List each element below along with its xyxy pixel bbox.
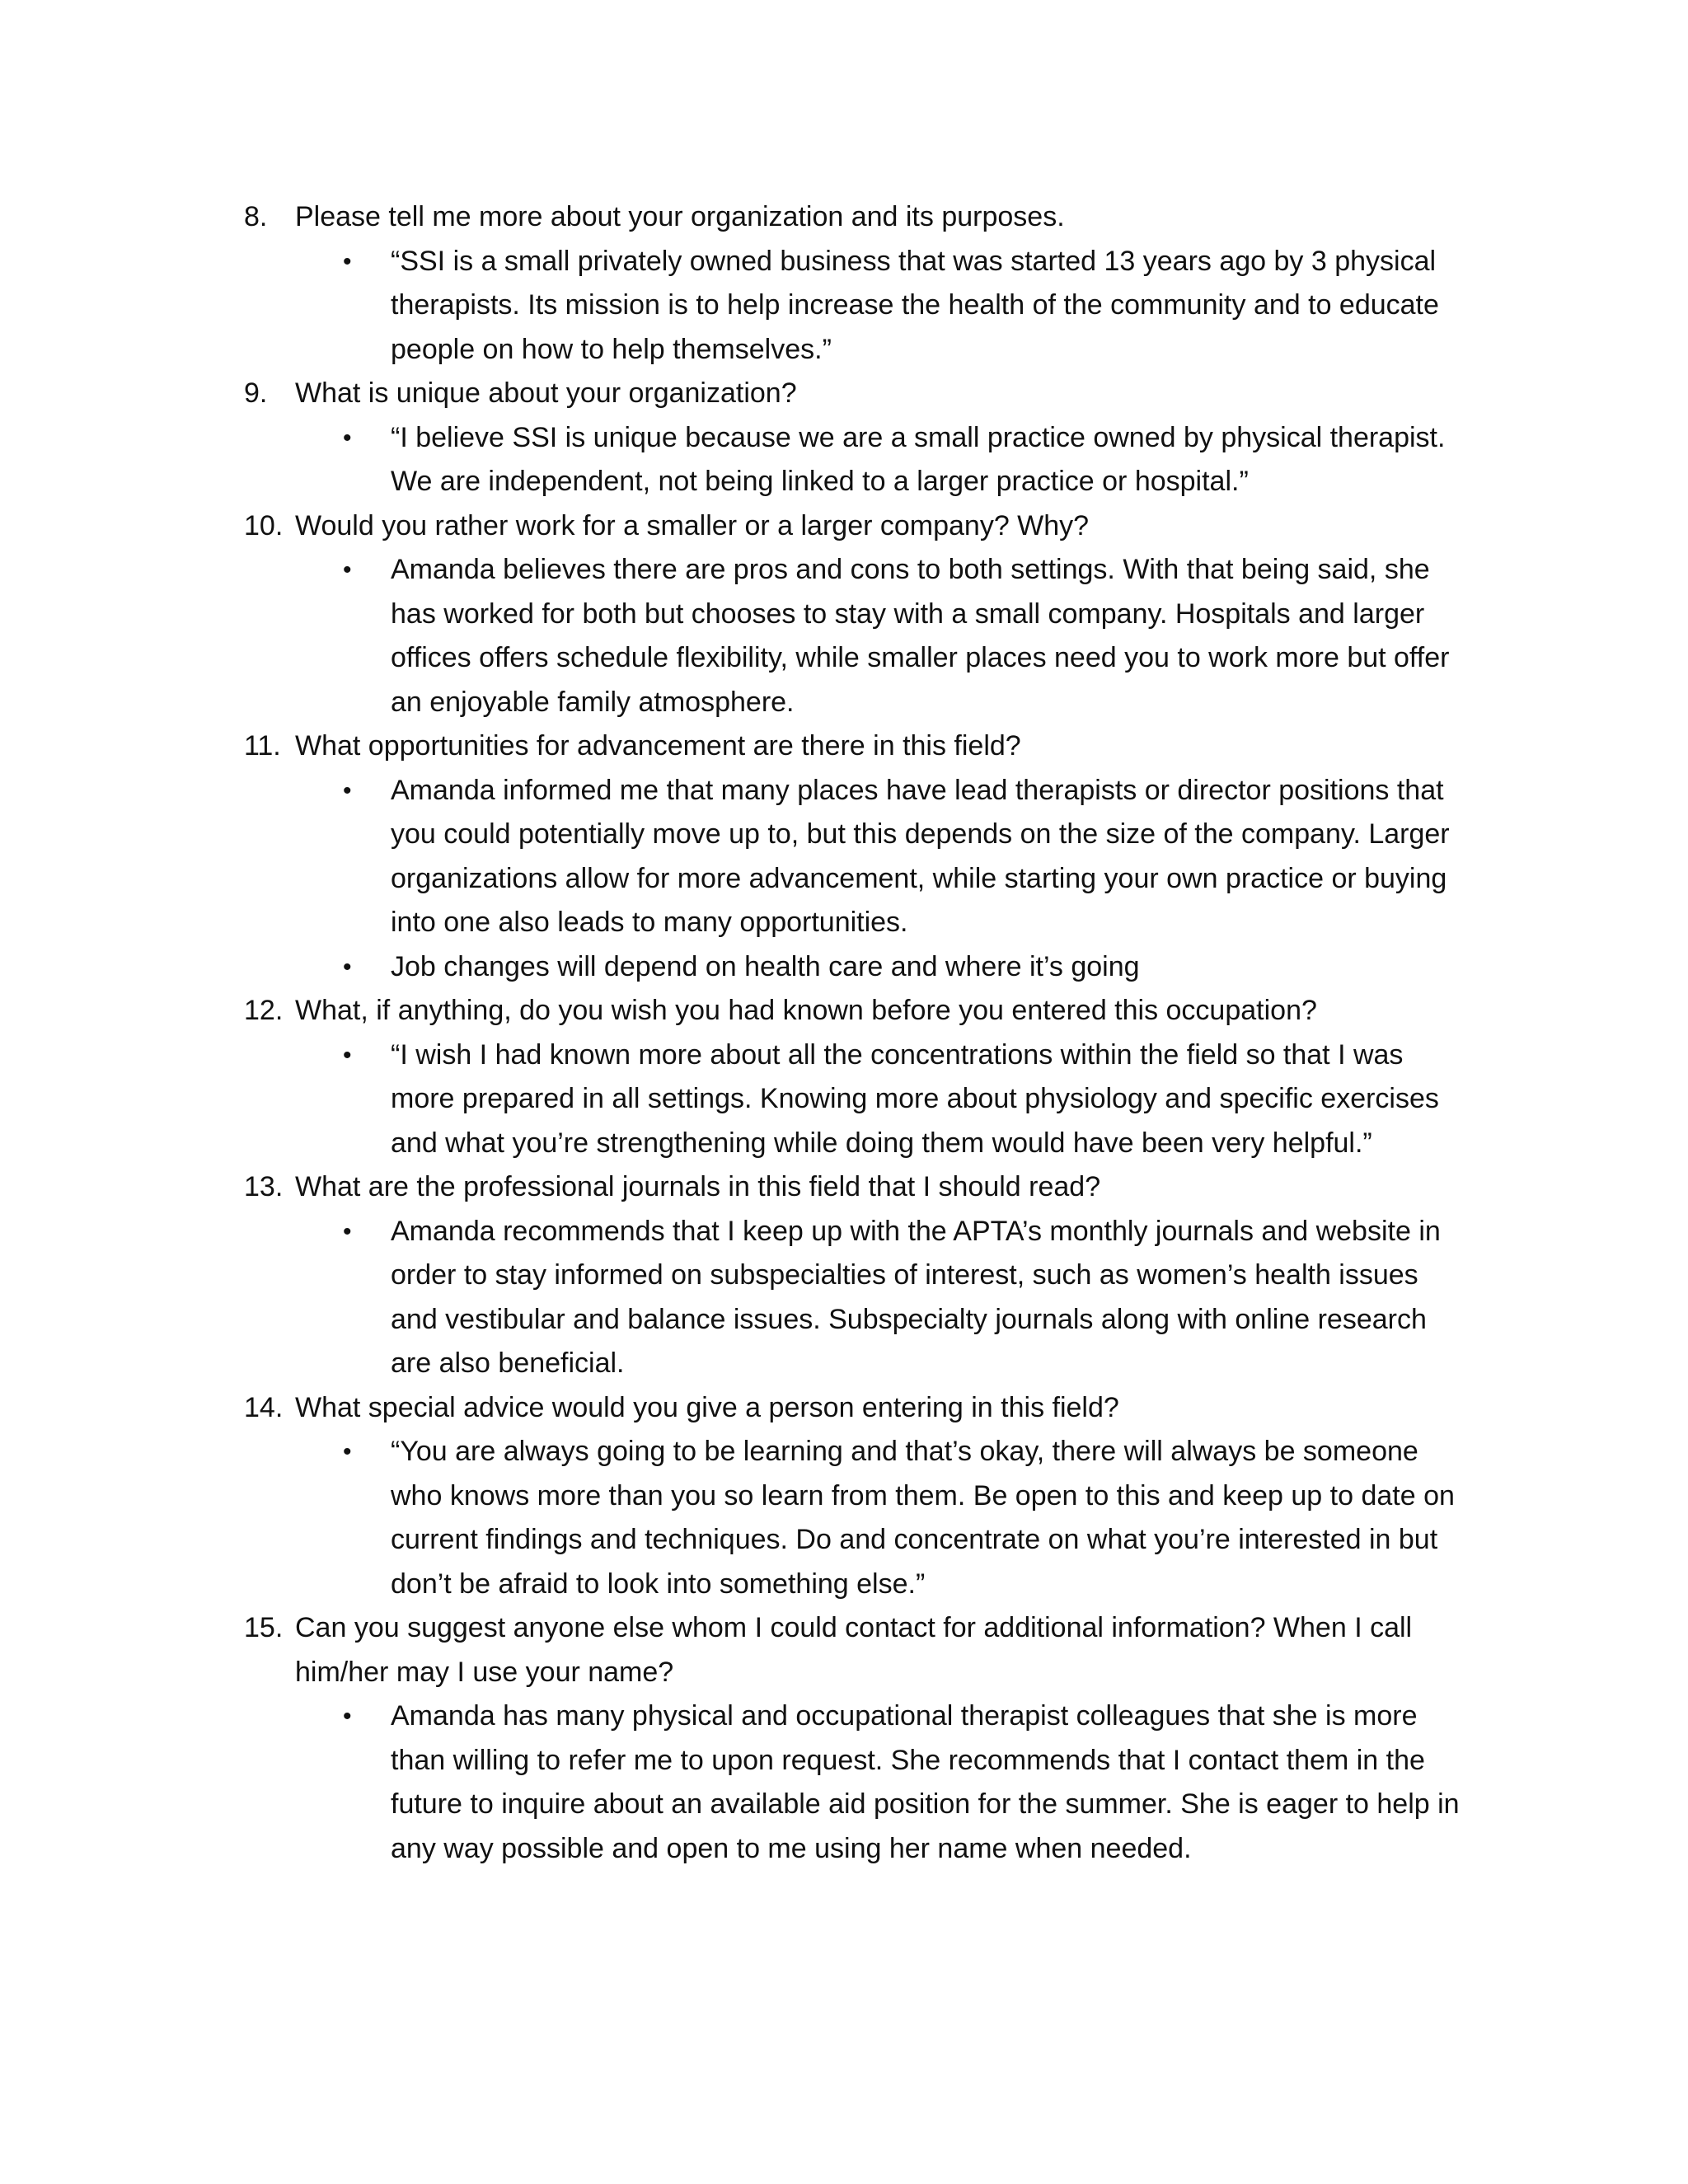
question-text: Can you suggest anyone else whom I could contact for additional information? When I call him/her may I use your name? [295, 1612, 1413, 1688]
answer-list [244, 1033, 1480, 1166]
question-11 [244, 724, 1480, 769]
answer-item [343, 1430, 1470, 1606]
question-text: What are the professional journals in this field that I should read? [295, 1171, 1101, 1202]
answer-text: “You are always going to be learning and that’s okay, there will always be someone who knows more than you so learn from them. Be open to this and keep up to date on current findings and techniques. Do and concentrate on what you’re interested in but don’t be afraid to look into something else.” [391, 1436, 1455, 1600]
answer-text: Amanda has many physical and occupational therapist colleagues that she is more than willing to refer me to upon request. She recommends that I contact them in the future to inquire about an available aid position for the summer. She is eager to help in any way possible and open to me using her name when needed. [391, 1700, 1460, 1864]
question-10 [244, 504, 1480, 549]
question-text: What opportunities for advancement are there in this field? [295, 730, 1021, 762]
bullet-icon: • [343, 1438, 352, 1465]
answer-text: “I wish I had known more about all the concentrations within the field so that I was more prepared in all settings. Knowing more about physiology and specific exercises and what you’re strengthening while doing them would have been very helpful.” [391, 1038, 1439, 1159]
answer-item [343, 1210, 1470, 1386]
question-text: What, if anything, do you wish you had known before you entered this occupation? [295, 995, 1317, 1026]
question-8 [244, 195, 1480, 240]
question-text: Would you rather work for a smaller or a larger company? Why? [295, 509, 1090, 541]
answer-item [343, 769, 1470, 945]
answer-item [343, 945, 1470, 990]
bullet-icon: • [343, 776, 352, 804]
bullet-icon: • [343, 953, 352, 981]
question-number: 11. [244, 730, 281, 762]
answer-list [244, 1430, 1480, 1606]
question-14 [244, 1386, 1480, 1431]
answer-list [244, 1694, 1480, 1871]
answer-text: Amanda believes there are pros and cons to both settings. With that being said, she has worked for both but chooses to stay with a small company. Hospitals and larger offices offers schedule flexibility, while smaller places need you to work more but offer an enjoyable family atmosphere. [391, 554, 1450, 718]
question-12 [244, 989, 1480, 1033]
answer-text: Amanda informed me that many places have lead therapists or director positions that you could potentially move up to, but this depends on the size of the company. Larger organizations allow for more advancement, while starting your own practice or buying into one also leads to many opportunities. [391, 774, 1450, 938]
answer-text: “SSI is a small privately owned business that was started 13 years ago by 3 physical therapists. Its mission is to help increase the health of the community and to educate people on how to help themselves.” [391, 245, 1439, 365]
answer-item [343, 548, 1470, 724]
question-number: 15. [244, 1612, 284, 1643]
question-number: 8. [244, 201, 268, 232]
question-number: 12. [244, 995, 284, 1026]
bullet-icon: • [343, 556, 352, 583]
bullet-icon: • [343, 1217, 352, 1245]
bullet-icon: • [343, 1041, 352, 1069]
bullet-icon: • [343, 1703, 352, 1730]
question-number: 13. [244, 1171, 284, 1202]
answer-text: Job changes will depend on health care and where it’s going [391, 950, 1140, 982]
answer-list [244, 769, 1480, 990]
bullet-icon: • [343, 247, 352, 275]
answer-item [343, 1694, 1470, 1871]
question-text: What is unique about your organization? [295, 377, 797, 409]
answer-item [343, 1033, 1470, 1166]
question-15 [244, 1606, 1480, 1694]
answer-list [244, 548, 1480, 724]
question-text: What special advice would you give a person entering in this field? [295, 1391, 1119, 1423]
question-text: Please tell me more about your organization and its purposes. [295, 201, 1065, 232]
question-9 [244, 372, 1480, 416]
question-number: 9. [244, 377, 268, 409]
bullet-icon: • [343, 424, 352, 452]
question-number: 14. [244, 1391, 284, 1423]
answer-text: “I believe SSI is unique because we are a small practice owned by physical therapist. We are independent, not being linked to a larger practice or hospital.” [391, 421, 1446, 497]
answer-item [343, 416, 1470, 504]
question-number: 10. [244, 509, 284, 541]
answer-list [244, 240, 1480, 373]
answer-list [244, 1210, 1480, 1386]
question-13 [244, 1165, 1480, 1210]
answer-list [244, 416, 1480, 504]
answer-text: Amanda recommends that I keep up with the APTA’s monthly journals and website in order to stay informed on subspecialties of interest, such as women’s health issues and vestibular and balance issues. Subspecialty journals along with online research are also beneficial. [391, 1215, 1441, 1379]
answer-item [343, 240, 1470, 373]
interview-questions [244, 195, 1480, 1871]
